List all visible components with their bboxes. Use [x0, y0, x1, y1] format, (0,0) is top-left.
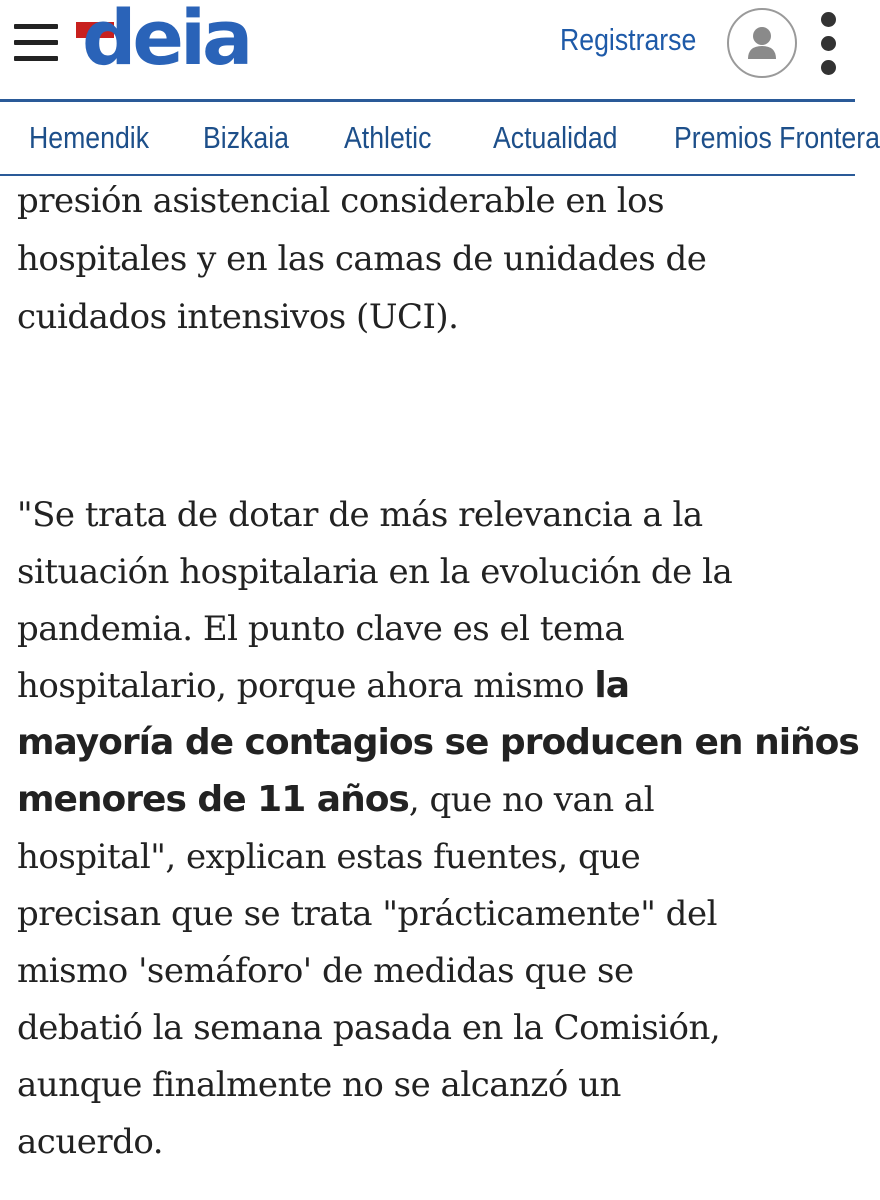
- nav-item-actualidad[interactable]: Actualidad: [493, 120, 618, 155]
- article-text-regular: hospitalario, porque ahora mismo: [17, 666, 595, 706]
- article-text-line: debatió la semana pasada en la Comisión,: [17, 1008, 721, 1048]
- article-text-bold-line: mayoría de contagios se producen en niños: [17, 722, 859, 763]
- article-text-line: presión asistencial considerable en los: [17, 181, 665, 221]
- hamburger-menu-icon[interactable]: [14, 24, 58, 64]
- article-text-line: [17, 657, 629, 715]
- article-text-line: acuerdo.: [17, 1122, 164, 1162]
- article-text-line: aunque finalmente no se alcanzó un: [17, 1065, 621, 1105]
- article-text-line: hospitales y en las camas de unidades de: [17, 239, 707, 279]
- section-nav: [0, 102, 880, 174]
- user-avatar-icon[interactable]: [727, 8, 797, 78]
- article-text-line: cuidados intensivos (UCI).: [17, 297, 459, 337]
- article-text-line: "Se trata de dotar de más relevancia a la: [17, 495, 703, 535]
- article-text-line: pandemia. El punto clave es el tema: [17, 609, 625, 649]
- logo-text: deia: [82, 0, 250, 82]
- article-text-line: [17, 771, 654, 829]
- nav-item-premios-frontera[interactable]: Premios Frontera: [674, 120, 880, 155]
- article-text-line: situación hospitalaria en la evolución de la: [17, 552, 733, 592]
- user-silhouette-icon: [729, 10, 795, 76]
- article-text-line: precisan que se trata "prácticamente" del: [17, 894, 717, 934]
- vertical-ellipsis-icon[interactable]: [818, 12, 840, 76]
- article-text-bold: la: [594, 665, 630, 706]
- site-logo[interactable]: [76, 0, 266, 84]
- article-text-bold: menores de 11 años: [17, 779, 409, 820]
- nav-item-athletic[interactable]: Athletic: [344, 120, 432, 155]
- nav-item-bizkaia[interactable]: Bizkaia: [203, 120, 289, 155]
- nav-item-hemendik[interactable]: Hemendik: [29, 120, 150, 155]
- site-header: [0, 0, 855, 100]
- article-text-line: hospital", explican estas fuentes, que: [17, 837, 641, 877]
- register-link[interactable]: Registrarse: [560, 22, 697, 57]
- article-text-regular: , que no van al: [408, 780, 655, 820]
- article-text-line: mismo 'semáforo' de medidas que se: [17, 951, 634, 991]
